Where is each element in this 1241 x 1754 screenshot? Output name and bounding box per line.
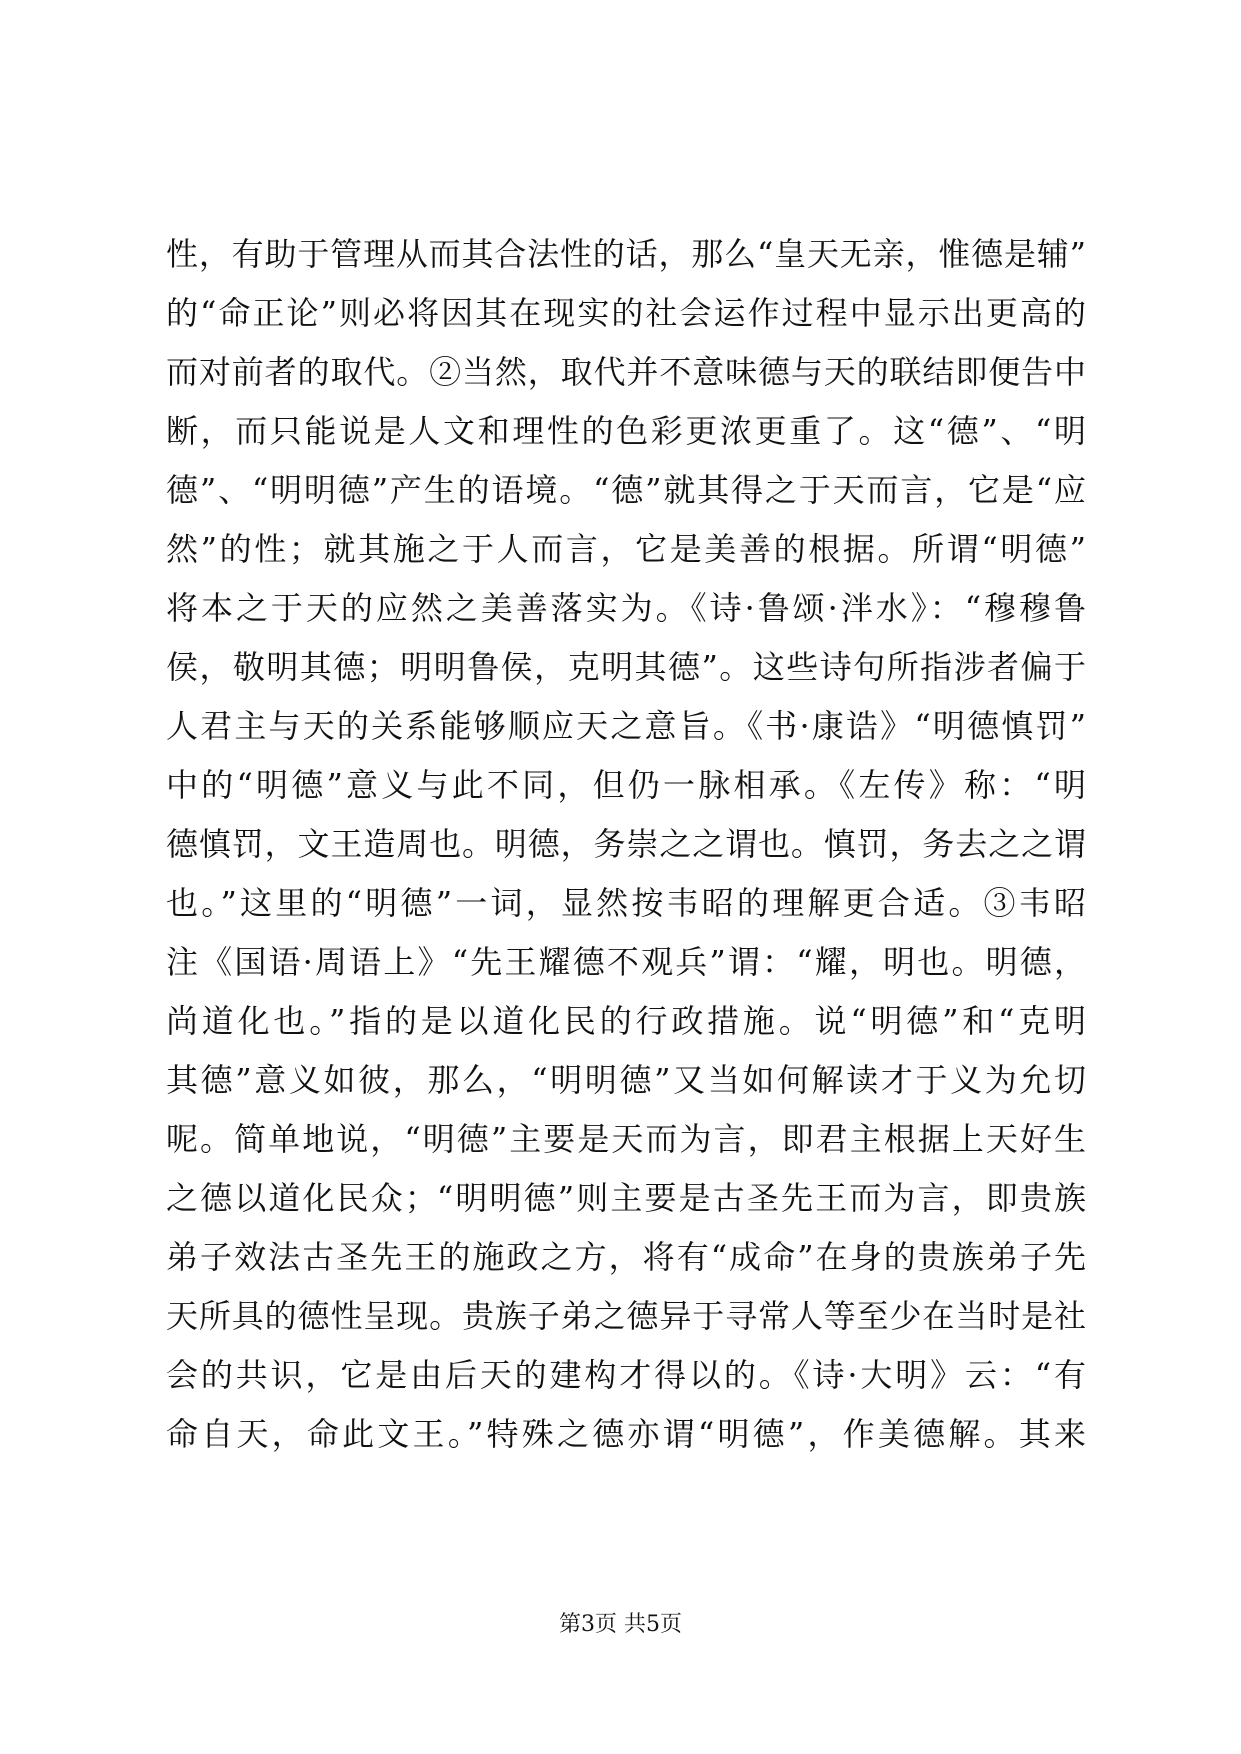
text-line: 尚道化也。”指的是以道化民的行政措施。说“明德”和“克明	[166, 1002, 1086, 1040]
text-line: 的“命正论”则必将因其在现实的社会运作过程中显示出更高的	[166, 294, 1086, 332]
page-number-label: 第3页 共5页	[559, 1612, 682, 1637]
text-line: 也。”这里的“明德”一词，显然按韦昭的理解更合适。③韦昭	[166, 884, 1086, 922]
text-line: 而对前者的取代。②当然，取代并不意味德与天的联结即便告中	[166, 353, 1086, 391]
body-text	[166, 225, 1086, 1464]
text-line: 性，有助于管理从而其合法性的话，那么“皇天无亲，惟德是辅”	[166, 235, 1086, 273]
text-line: 断，而只能说是人文和理性的色彩更浓更重了。这“德”、“明	[166, 412, 1086, 450]
text-line: 中的“明德”意义与此不同，但仍一脉相承。《左传》称：“明	[166, 766, 1086, 804]
text-line: 命自天，命此文王。”特殊之德亦谓“明德”，作美德解。其来	[166, 1415, 1086, 1453]
text-line: 侯，敬明其德；明明鲁侯，克明其德”。这些诗句所指涉者偏于	[166, 648, 1086, 686]
text-line: 然”的性；就其施之于人而言，它是美善的根据。所谓“明德”	[166, 530, 1086, 568]
text-line: 之德以道化民众；“明明德”则主要是古圣先王而为言，即贵族	[166, 1179, 1086, 1217]
text-line: 将本之于天的应然之美善落实为。《诗·鲁颂·泮水》：“穆穆鲁	[166, 589, 1086, 627]
text-line: 德慎罚，文王造周也。明德，务崇之之谓也。慎罚，务去之之谓	[166, 825, 1086, 863]
text-line: 天所具的德性呈现。贵族子弟之德异于寻常人等至少在当时是社	[166, 1297, 1086, 1335]
text-line: 呢。简单地说，“明德”主要是天而为言，即君主根据上天好生	[166, 1120, 1086, 1158]
text-line: 其德”意义如彼，那么，“明明德”又当如何解读才于义为允切	[166, 1061, 1086, 1099]
text-line: 注《国语·周语上》“先王耀德不观兵”谓：“耀，明也。明德，	[166, 943, 1086, 981]
text-line: 会的共识，它是由后天的建构才得以的。《诗·大明》云：“有	[166, 1356, 1086, 1394]
text-line: 弟子效法古圣先王的施政之方，将有“成命”在身的贵族弟子先	[166, 1238, 1086, 1276]
text-line: 德”、“明明德”产生的语境。“德”就其得之于天而言，它是“应	[166, 471, 1086, 509]
text-line: 人君主与天的关系能够顺应天之意旨。《书·康诰》“明德慎罚”	[166, 707, 1086, 745]
page-footer	[0, 1610, 1241, 1640]
